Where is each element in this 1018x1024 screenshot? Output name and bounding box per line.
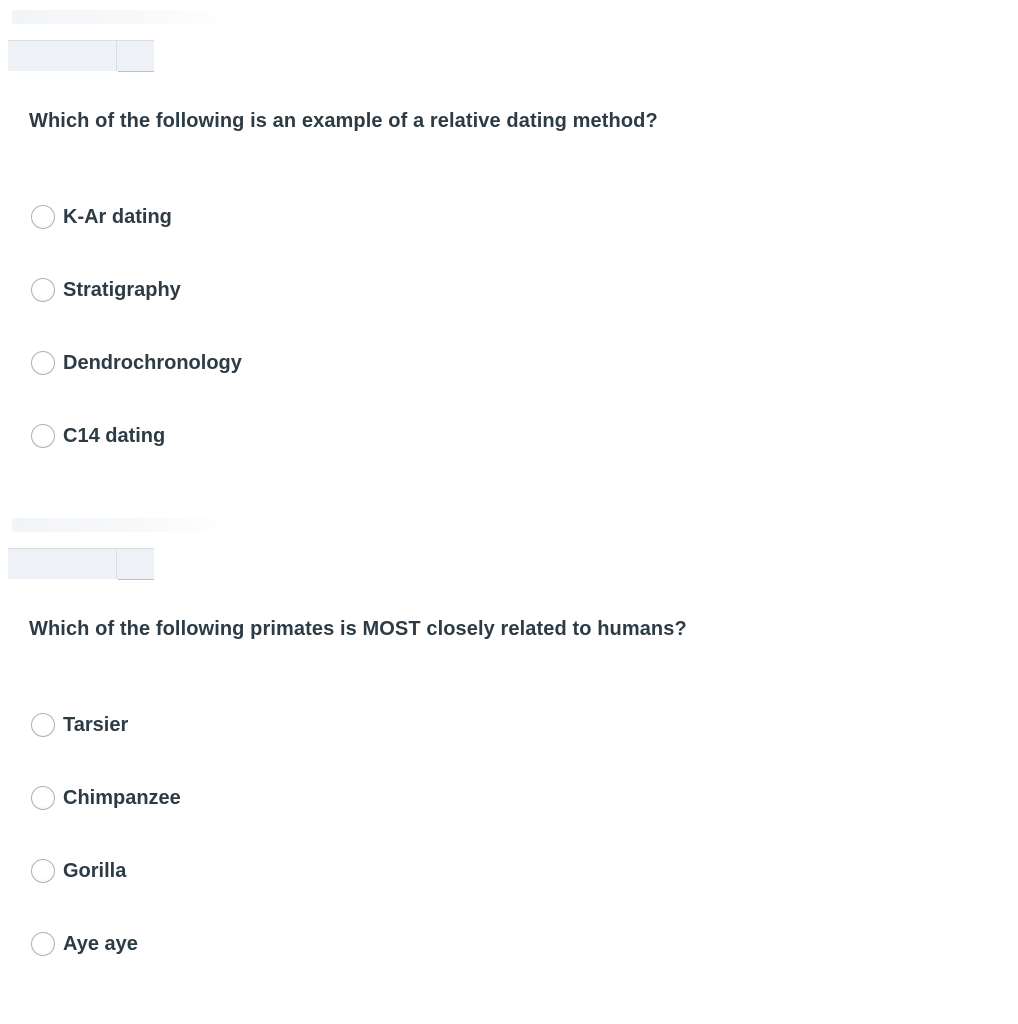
answer-option[interactable] <box>31 710 128 740</box>
radio-button[interactable] <box>31 932 55 956</box>
answer-label: Aye aye <box>63 932 138 955</box>
answer-option[interactable] <box>31 202 172 232</box>
question-2-flag-bar[interactable] <box>8 548 154 579</box>
radio-button[interactable] <box>31 278 55 302</box>
answer-label: Stratigraphy <box>63 278 181 301</box>
radio-button[interactable] <box>31 205 55 229</box>
answer-option[interactable] <box>31 929 138 959</box>
question-2-flag-underline <box>118 579 154 580</box>
radio-button[interactable] <box>31 351 55 375</box>
answer-label: Chimpanzee <box>63 786 181 809</box>
answer-option[interactable] <box>31 783 181 813</box>
question-1-header <box>6 8 246 72</box>
question-1-text: Which of the following is an example of a relative dating method? <box>29 110 658 132</box>
radio-button[interactable] <box>31 859 55 883</box>
question-2-flag-divider <box>116 549 117 579</box>
question-1-flag-bar[interactable] <box>8 40 154 71</box>
answer-option[interactable] <box>31 275 181 305</box>
answer-label: Dendrochronology <box>63 351 242 374</box>
answer-option[interactable] <box>31 421 165 451</box>
question-2-header <box>6 516 246 580</box>
radio-button[interactable] <box>31 786 55 810</box>
radio-button[interactable] <box>31 424 55 448</box>
answer-option[interactable] <box>31 348 242 378</box>
answer-label: K-Ar dating <box>63 205 172 228</box>
question-1-flag-divider <box>116 41 117 71</box>
question-1-flag-underline <box>118 71 154 72</box>
answer-label: Tarsier <box>63 713 129 736</box>
question-2-faded-title <box>12 518 232 532</box>
answer-option[interactable] <box>31 856 126 886</box>
answer-label: Gorilla <box>63 859 127 882</box>
radio-button[interactable] <box>31 713 55 737</box>
answer-label: C14 dating <box>63 424 166 447</box>
question-1-faded-title <box>12 10 232 24</box>
question-2-text: Which of the following primates is MOST closely related to humans? <box>29 618 687 640</box>
